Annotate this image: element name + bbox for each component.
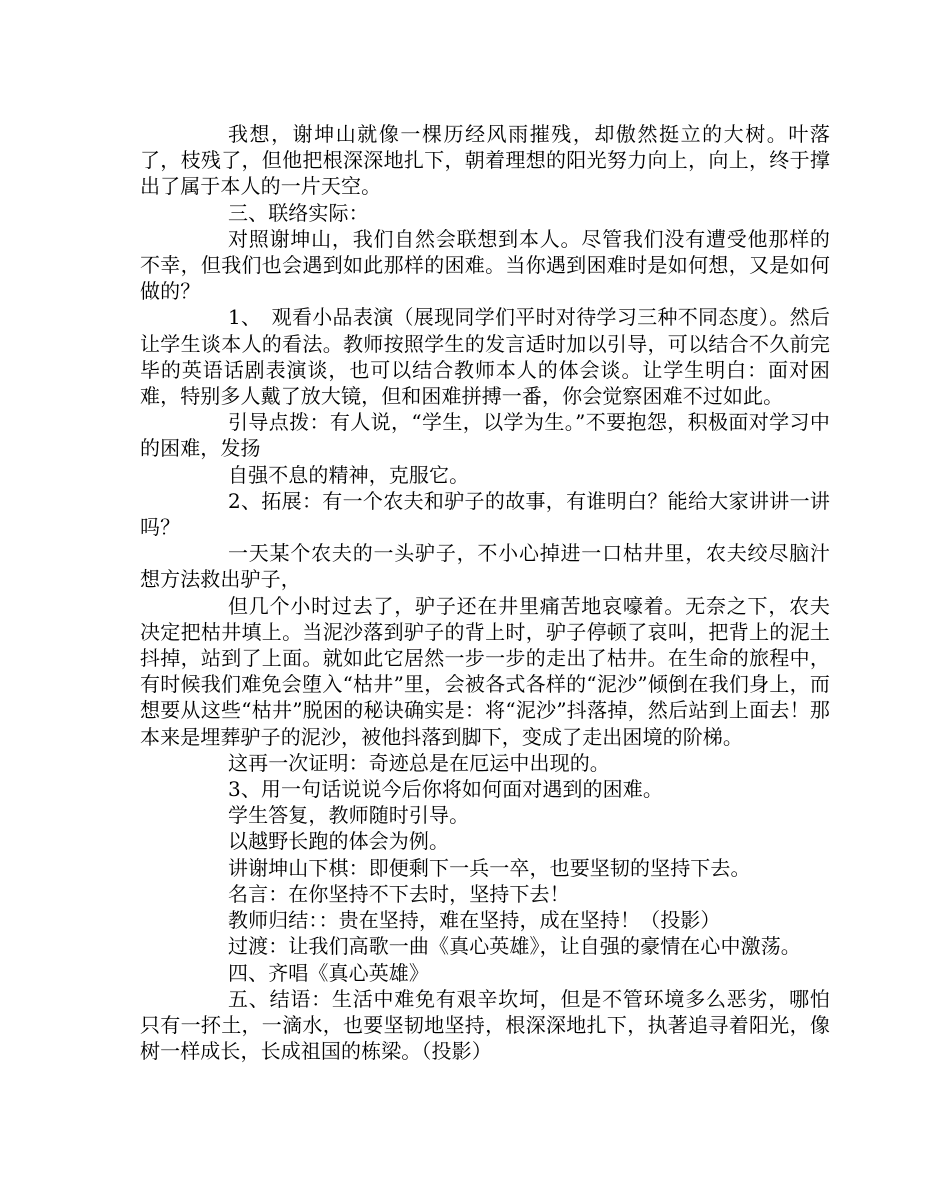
- paragraph-guidance-continued: 自强不息的精神，克服它。: [228, 462, 470, 487]
- paragraph-extension: 2、拓展：有一个农夫和驴子的故事，有谁明白？能给大家讲讲一讲吗？: [140, 488, 830, 540]
- paragraph-transition: 过渡：让我们高歌一曲《真心英雄》，让自强的豪情在心中激荡。: [228, 934, 801, 959]
- paragraph-running-example: 以越野长跑的体会为例。: [228, 829, 450, 854]
- heading-sing-together: 四、齐唱《真心英雄》: [228, 960, 429, 985]
- paragraph-compare-self: 对照谢坤山，我们自然会联想到本人。尽管我们没有遭受他那样的不幸，但我们也会遇到如此那样的困难。当你遇到困难时是如何想，又是如何做的？: [140, 226, 830, 304]
- paragraph-sketch-performance: 1、 观看小品表演（展现同学们平时对待学习三种不同态度）。然后让学生谈本人的看法。教师按照学生的发言适时加以引导，可以结合不久前完毕的英语话剧表演谈，也可以结合教师本人的体会谈。让学生明白：面对困难，特别多人戴了放大镜，但和困难拼搏一番，你会觉察困难不过如此。: [140, 305, 830, 409]
- paragraph-student-answer: 学生答复，教师随时引导。: [228, 803, 470, 828]
- paragraph-metaphor-tree: 我想，谢坤山就像一棵历经风雨摧残，却傲然挺立的大树。叶落了，枝残了，但他把根深深地扎下，朝着理想的阳光努力向上，向上，终于撑出了属于本人的一片天空。: [140, 122, 830, 199]
- paragraph-one-sentence: 3、用一句话说说今后你将如何面对遇到的困难。: [228, 777, 663, 802]
- paragraph-quote: 名言：在你坚持不下去时，坚持下去！: [228, 881, 570, 906]
- document-page: [140, 121, 830, 1064]
- paragraph-donkey-story: 但几个小时过去了，驴子还在井里痛苦地哀嚎着。无奈之下，农夫决定把枯井填上。当泥沙落到驴子的背上时，驴子停顿了哀叫，把背上的泥土抖掉，站到了上面。就如此它居然一步一步的走出了枯井。在生命的旅程中，有时候我们难免会堕入“枯井”里，会被各式各样的“泥沙”倾倒在我们身上，而想要从这些“枯井”脱困的秘诀确实是：将“泥沙”抖落掉，然后站到上面去！那本来是埋葬驴子的泥沙，被他抖落到脚下，变成了走出困境的阶梯。: [140, 593, 830, 749]
- paragraph-teacher-summary: 教师归结：：贵在坚持，难在坚持，成在坚持！（投影）: [228, 908, 721, 933]
- paragraph-chess-story: 讲谢坤山下棋：即便剩下一兵一卒，也要坚韧的坚持下去。: [228, 855, 751, 880]
- paragraph-guidance: 引导点拨：有人说，“学生，以学为生。”不要抱怨，积极面对学习中的困难，发扬: [140, 410, 830, 461]
- heading-contact-reality: 三、联络实际：: [228, 200, 369, 225]
- paragraph-donkey-story-start: 一天某个农夫的一头驴子，不小心掉进一口枯井里，农夫绞尽脑汁想方法救出驴子，: [140, 541, 830, 592]
- paragraph-conclusion: 五、结语：生活中难免有艰辛坎坷，但是不管环境多么恶劣，哪怕只有一抔土，一滴水，也要坚韧地坚持，根深深地扎下，执著追寻着阳光，像树一样成长，长成祖国的栋梁。（投影）: [140, 986, 830, 1064]
- paragraph-miracle: 这再一次证明：奇迹总是在厄运中出现的。: [228, 750, 610, 775]
